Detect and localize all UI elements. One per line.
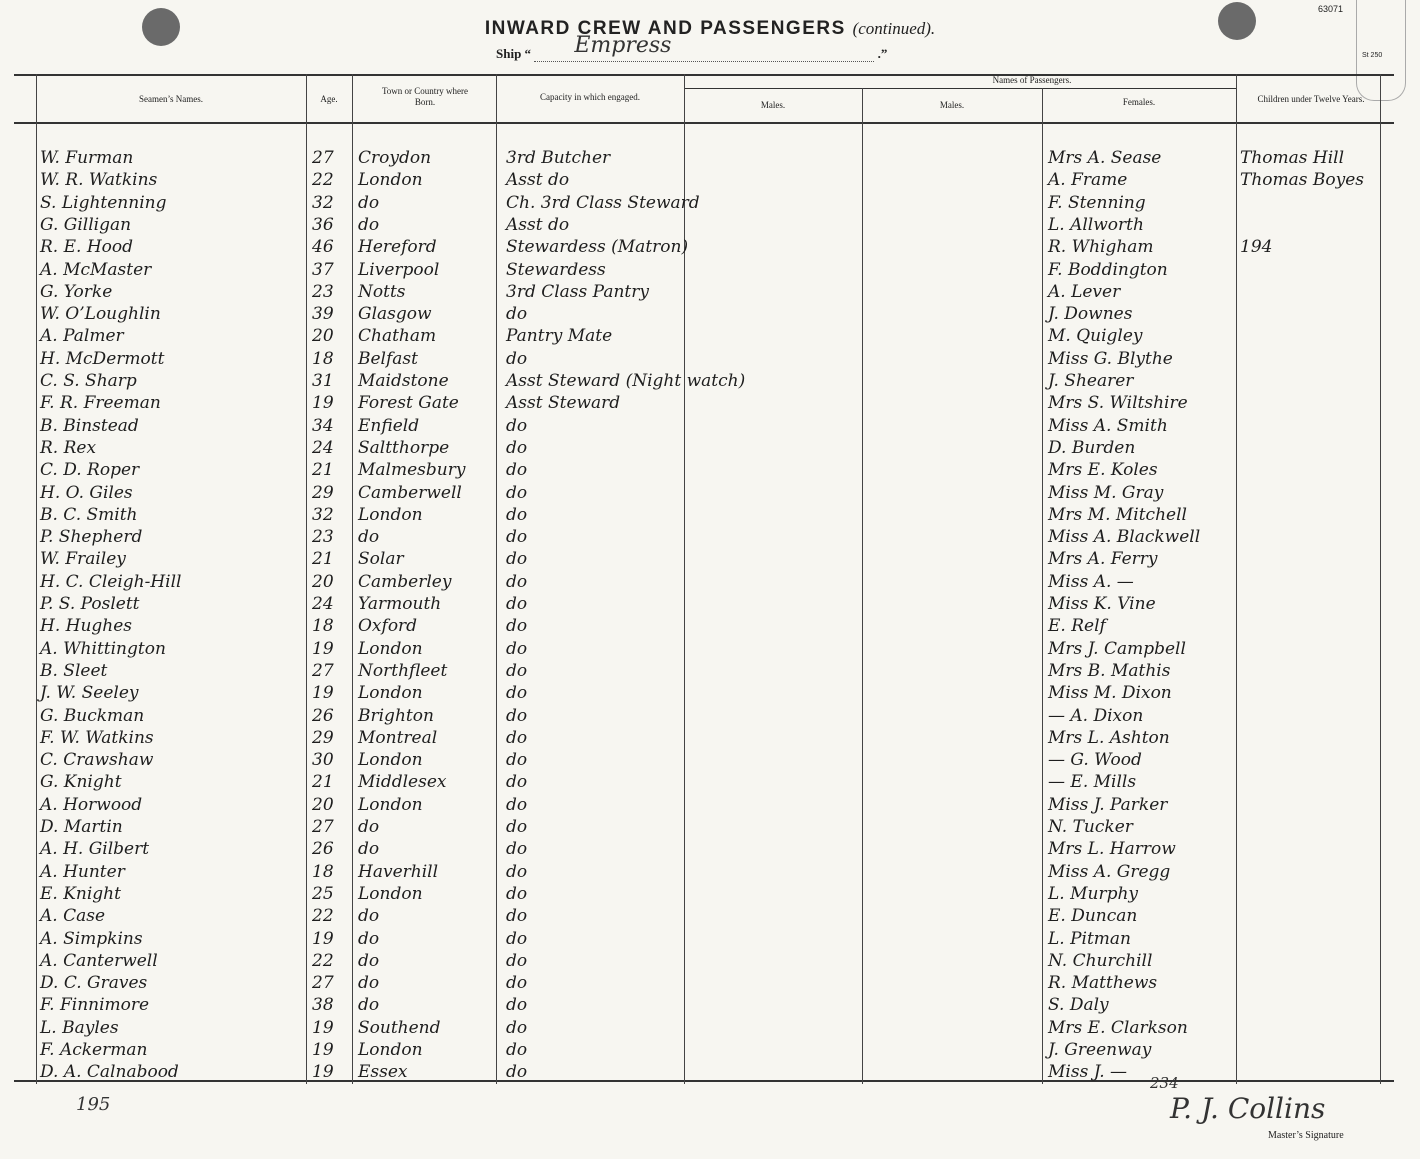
seaman-town: do bbox=[358, 906, 380, 927]
passenger-female: A. Frame bbox=[1048, 170, 1128, 191]
passenger-female: F. Stenning bbox=[1048, 192, 1146, 213]
form-number: 63071 bbox=[1318, 4, 1344, 14]
seaman-capacity: do bbox=[506, 638, 528, 659]
seaman-name: P. Shepherd bbox=[40, 527, 143, 548]
seaman-name: W. O’Loughlin bbox=[40, 304, 161, 325]
seaman-age: 19 bbox=[312, 928, 334, 949]
table-row bbox=[0, 616, 1420, 638]
seaman-age: 19 bbox=[312, 683, 334, 704]
seaman-town: London bbox=[358, 170, 423, 191]
table-row bbox=[0, 438, 1420, 460]
table-row bbox=[0, 148, 1420, 170]
seaman-capacity: Ch. 3rd Class Steward bbox=[506, 192, 700, 213]
passenger-female: Miss A. — bbox=[1048, 571, 1134, 592]
seaman-capacity: do bbox=[506, 571, 528, 592]
seaman-capacity: do bbox=[506, 817, 528, 837]
table-row bbox=[0, 639, 1420, 661]
seaman-capacity: do bbox=[506, 928, 528, 949]
seaman-age: 21 bbox=[312, 772, 334, 793]
seaman-capacity: do bbox=[506, 1062, 528, 1083]
seaman-town: London bbox=[358, 750, 423, 771]
passenger-female: N. Churchill bbox=[1048, 950, 1153, 971]
seaman-name: F. R. Freeman bbox=[40, 393, 161, 414]
seaman-age: 21 bbox=[312, 549, 334, 570]
table-row bbox=[0, 170, 1420, 192]
seaman-capacity: do bbox=[506, 750, 528, 771]
table-row bbox=[0, 416, 1420, 438]
passenger-female: Mrs J. Campbell bbox=[1048, 638, 1186, 659]
seaman-capacity: Stewardess bbox=[506, 259, 606, 280]
seaman-age: 27 bbox=[312, 660, 334, 681]
seaman-name: A. Palmer bbox=[40, 326, 124, 347]
seaman-town: Croydon bbox=[358, 148, 432, 168]
table-row bbox=[0, 393, 1420, 415]
seaman-town: Liverpool bbox=[358, 259, 440, 280]
seaman-age: 29 bbox=[312, 727, 334, 748]
passenger-female: Mrs L. Harrow bbox=[1048, 839, 1176, 860]
seaman-name: B. Sleet bbox=[40, 660, 108, 681]
form-code: St 250 bbox=[1362, 52, 1383, 59]
seaman-age: 32 bbox=[312, 504, 334, 525]
seaman-name: J. W. Seeley bbox=[40, 683, 139, 704]
seaman-name: G. Gilligan bbox=[40, 214, 132, 235]
table-row bbox=[0, 728, 1420, 750]
seaman-capacity: do bbox=[506, 794, 528, 815]
seaman-town: do bbox=[358, 973, 380, 994]
seaman-capacity: Stewardess (Matron) bbox=[506, 237, 689, 258]
seaman-name: A. Simpkins bbox=[40, 928, 143, 949]
passenger-female: D. Burden bbox=[1048, 437, 1136, 458]
ship-name-field bbox=[534, 33, 874, 62]
seaman-town: London bbox=[358, 794, 423, 815]
seaman-capacity: do bbox=[506, 995, 528, 1016]
seaman-age: 20 bbox=[312, 571, 334, 592]
table-row bbox=[0, 483, 1420, 505]
seaman-age: 22 bbox=[312, 950, 334, 971]
seaman-age: 37 bbox=[312, 259, 334, 280]
passenger-female: Miss J. Parker bbox=[1048, 794, 1168, 815]
seaman-capacity: do bbox=[506, 839, 528, 860]
passenger-female: S. Daly bbox=[1048, 995, 1109, 1016]
seaman-town: Malmesbury bbox=[358, 460, 466, 481]
seaman-name: G. Yorke bbox=[40, 281, 113, 302]
seaman-town: Forest Gate bbox=[358, 393, 459, 414]
seaman-town: London bbox=[358, 638, 423, 659]
passenger-female: Miss A. Gregg bbox=[1048, 861, 1171, 882]
seaman-town: Hereford bbox=[358, 237, 437, 258]
ship-line bbox=[496, 33, 888, 62]
seaman-name: D. C. Graves bbox=[40, 973, 148, 994]
table-row bbox=[0, 661, 1420, 683]
seaman-age: 38 bbox=[312, 995, 334, 1016]
seaman-age: 24 bbox=[312, 594, 334, 614]
seaman-town: Essex bbox=[358, 1062, 408, 1083]
header-age: Age. bbox=[320, 94, 338, 104]
passenger-female: Mrs L. Ashton bbox=[1048, 727, 1170, 748]
passenger-female: L. Allworth bbox=[1048, 214, 1144, 235]
seaman-capacity: do bbox=[506, 1017, 528, 1038]
passenger-female: J. Greenway bbox=[1048, 1040, 1152, 1060]
passenger-female: Miss M. Gray bbox=[1048, 482, 1164, 503]
passenger-female: Miss K. Vine bbox=[1048, 594, 1156, 614]
passenger-female: Miss J. — bbox=[1048, 1062, 1127, 1083]
seaman-town: do bbox=[358, 995, 380, 1016]
seaman-town: Camberley bbox=[358, 571, 452, 592]
seaman-capacity: do bbox=[506, 683, 528, 704]
page-total: 195 bbox=[76, 1094, 111, 1115]
seaman-name: G. Knight bbox=[40, 772, 122, 793]
seaman-town: do bbox=[358, 527, 380, 548]
seaman-capacity: do bbox=[506, 482, 528, 503]
seaman-age: 34 bbox=[312, 415, 334, 436]
master-signature: P. J. Collins bbox=[1170, 1092, 1326, 1125]
passenger-female: Mrs E. Koles bbox=[1048, 460, 1158, 481]
seaman-capacity: do bbox=[506, 504, 528, 525]
passenger-female: Mrs E. Clarkson bbox=[1048, 1017, 1188, 1038]
passenger-female: J. Downes bbox=[1048, 304, 1133, 325]
table-row bbox=[0, 995, 1420, 1017]
passenger-female: L. Pitman bbox=[1048, 928, 1132, 949]
header-capacity: Capacity in which engaged. bbox=[540, 92, 640, 102]
table-row bbox=[0, 706, 1420, 728]
seaman-age: 26 bbox=[312, 705, 334, 726]
table-row bbox=[0, 1040, 1420, 1062]
passenger-female: Miss A. Blackwell bbox=[1048, 527, 1201, 548]
table-row bbox=[0, 1062, 1420, 1084]
passenger-female: J. Shearer bbox=[1048, 371, 1134, 391]
seaman-age: 19 bbox=[312, 393, 334, 414]
passenger-female: E. Duncan bbox=[1048, 906, 1138, 927]
table-row bbox=[0, 951, 1420, 973]
seaman-age: 36 bbox=[312, 214, 334, 235]
table-row bbox=[0, 839, 1420, 861]
seaman-name: R. Rex bbox=[40, 437, 97, 458]
seaman-capacity: do bbox=[506, 973, 528, 994]
header-females: Females. bbox=[1122, 97, 1156, 107]
passenger-female: N. Tucker bbox=[1048, 817, 1133, 837]
table-row bbox=[0, 371, 1420, 393]
seaman-town: London bbox=[358, 504, 423, 525]
seaman-age: 19 bbox=[312, 1017, 334, 1038]
seaman-name: A. Canterwell bbox=[40, 950, 158, 971]
seaman-age: 27 bbox=[312, 973, 334, 994]
seaman-age: 18 bbox=[312, 616, 334, 637]
table-row bbox=[0, 282, 1420, 304]
passenger-female: — G. Wood bbox=[1048, 750, 1142, 771]
table-row bbox=[0, 772, 1420, 794]
seaman-capacity: do bbox=[506, 415, 528, 436]
seaman-town: do bbox=[358, 817, 380, 837]
seaman-town: Brighton bbox=[358, 705, 434, 726]
ship-label: Ship “ bbox=[496, 46, 532, 61]
seaman-name: D. Martin bbox=[40, 817, 123, 837]
seaman-town: Chatham bbox=[358, 326, 437, 347]
seaman-town: Haverhill bbox=[358, 861, 439, 882]
seaman-age: 20 bbox=[312, 794, 334, 815]
seaman-capacity: do bbox=[506, 861, 528, 882]
seaman-age: 25 bbox=[312, 883, 334, 904]
seaman-age: 18 bbox=[312, 348, 334, 369]
seaman-name: W. Furman bbox=[40, 148, 134, 168]
passenger-female: E. Relf bbox=[1048, 616, 1106, 637]
seaman-name: G. Buckman bbox=[40, 705, 145, 726]
seaman-name: A. Whittington bbox=[40, 638, 166, 659]
seaman-town: Maidstone bbox=[358, 371, 449, 391]
seaman-age: 19 bbox=[312, 1040, 334, 1060]
seaman-town: Saltthorpe bbox=[358, 437, 450, 458]
seaman-name: H. O. Giles bbox=[40, 482, 133, 503]
table-row bbox=[0, 260, 1420, 282]
seaman-town: Montreal bbox=[358, 727, 438, 748]
table-row bbox=[0, 862, 1420, 884]
seaman-name: R. E. Hood bbox=[40, 237, 134, 258]
header-town: Town or Country where Born. bbox=[381, 86, 469, 107]
seaman-town: Belfast bbox=[358, 348, 418, 369]
seaman-capacity: do bbox=[506, 772, 528, 793]
seaman-age: 30 bbox=[312, 750, 334, 771]
seaman-capacity: do bbox=[506, 594, 528, 614]
passenger-child: Thomas Hill bbox=[1240, 148, 1345, 168]
seaman-name: A. McMaster bbox=[40, 259, 152, 280]
passenger-female: L. Murphy bbox=[1048, 883, 1139, 904]
seaman-name: H. C. Cleigh-Hill bbox=[40, 571, 182, 592]
header-males-1: Males. bbox=[760, 100, 786, 110]
seaman-name: B. C. Smith bbox=[40, 504, 138, 525]
passenger-total: 234 bbox=[1150, 1074, 1179, 1092]
seaman-name: H. Hughes bbox=[40, 616, 133, 637]
seaman-name: W. Frailey bbox=[40, 549, 126, 570]
seaman-age: 32 bbox=[312, 192, 334, 213]
seaman-capacity: 3rd Butcher bbox=[506, 148, 611, 168]
header-bottom-rule bbox=[14, 122, 1394, 124]
seaman-age: 39 bbox=[312, 304, 334, 325]
seaman-town: London bbox=[358, 883, 423, 904]
seaman-age: 27 bbox=[312, 817, 334, 837]
passenger-female: Mrs S. Wiltshire bbox=[1048, 393, 1188, 414]
seaman-capacity: do bbox=[506, 437, 528, 458]
seaman-age: 26 bbox=[312, 839, 334, 860]
seaman-name: P. S. Poslett bbox=[40, 594, 140, 614]
passenger-female: R. Whigham bbox=[1048, 237, 1154, 258]
seaman-capacity: do bbox=[506, 616, 528, 637]
seaman-age: 27 bbox=[312, 148, 334, 168]
table-row bbox=[0, 505, 1420, 527]
seaman-capacity: Asst Steward (Night watch) bbox=[506, 371, 746, 391]
seaman-capacity: Pantry Mate bbox=[506, 326, 613, 347]
seaman-capacity: Asst do bbox=[506, 170, 570, 191]
passenger-female: R. Matthews bbox=[1048, 973, 1158, 994]
table-row bbox=[0, 929, 1420, 951]
seaman-capacity: Asst Steward bbox=[506, 393, 621, 414]
seaman-name: S. Lightenning bbox=[40, 192, 167, 213]
seaman-name: F. Ackerman bbox=[40, 1040, 148, 1060]
header-passengers: Names of Passengers. bbox=[992, 75, 1072, 85]
table-row bbox=[0, 906, 1420, 928]
table-row bbox=[0, 594, 1420, 616]
table-row bbox=[0, 817, 1420, 839]
seaman-capacity: do bbox=[506, 906, 528, 927]
seaman-age: 22 bbox=[312, 906, 334, 927]
seaman-capacity: do bbox=[506, 527, 528, 548]
seaman-name: C. Crawshaw bbox=[40, 750, 154, 771]
seaman-town: do bbox=[358, 928, 380, 949]
header-seamen: Seamen’s Names. bbox=[139, 94, 203, 104]
passenger-female: Mrs A. Ferry bbox=[1048, 549, 1158, 570]
table-row bbox=[0, 795, 1420, 817]
table-row bbox=[0, 572, 1420, 594]
seaman-capacity: do bbox=[506, 304, 528, 325]
seaman-capacity: do bbox=[506, 727, 528, 748]
table-row bbox=[0, 683, 1420, 705]
seaman-town: Enfield bbox=[358, 415, 420, 436]
table-row bbox=[0, 349, 1420, 371]
seaman-capacity: do bbox=[506, 883, 528, 904]
seaman-town: Northfleet bbox=[358, 660, 448, 681]
seaman-town: Middlesex bbox=[358, 772, 447, 793]
seaman-age: 23 bbox=[312, 281, 334, 302]
seaman-town: Yarmouth bbox=[358, 594, 442, 614]
seaman-town: London bbox=[358, 1040, 423, 1060]
table-row bbox=[0, 215, 1420, 237]
seaman-name: C. D. Roper bbox=[40, 460, 140, 481]
seaman-name: F. Finnimore bbox=[40, 995, 150, 1016]
seaman-town: Camberwell bbox=[358, 482, 462, 503]
seaman-capacity: do bbox=[506, 348, 528, 369]
seaman-name: E. Knight bbox=[40, 883, 121, 904]
seaman-town: do bbox=[358, 839, 380, 860]
table-row bbox=[0, 549, 1420, 571]
seaman-name: A. Case bbox=[40, 906, 106, 927]
page-title bbox=[0, 18, 1420, 40]
passenger-child: Thomas Boyes bbox=[1240, 170, 1365, 191]
seaman-age: 31 bbox=[312, 371, 334, 391]
seaman-age: 19 bbox=[312, 638, 334, 659]
seaman-capacity: do bbox=[506, 660, 528, 681]
passenger-female: Miss G. Blythe bbox=[1048, 348, 1173, 369]
seaman-capacity: do bbox=[506, 549, 528, 570]
seaman-capacity: do bbox=[506, 705, 528, 726]
seaman-name: D. A. Calnabood bbox=[40, 1062, 179, 1083]
table-row bbox=[0, 527, 1420, 549]
seaman-age: 24 bbox=[312, 437, 334, 458]
seaman-town: Notts bbox=[358, 281, 406, 302]
seaman-age: 46 bbox=[312, 237, 334, 258]
seaman-name: F. W. Watkins bbox=[40, 727, 154, 748]
seaman-age: 21 bbox=[312, 460, 334, 481]
ship-name: Empress bbox=[574, 33, 672, 58]
seaman-age: 29 bbox=[312, 482, 334, 503]
page-title-suffix: (continued). bbox=[852, 19, 936, 38]
table-row bbox=[0, 237, 1420, 259]
seaman-town: do bbox=[358, 192, 380, 213]
page-title-text: INWARD CREW AND PASSENGERS bbox=[484, 18, 846, 39]
table-row bbox=[0, 326, 1420, 348]
header-children: Children under Twelve Years. bbox=[1257, 94, 1365, 104]
seaman-name: A. Hunter bbox=[40, 861, 125, 882]
seaman-name: C. S. Sharp bbox=[40, 371, 137, 391]
passenger-female: — E. Mills bbox=[1048, 772, 1137, 793]
table-row bbox=[0, 750, 1420, 772]
table-row bbox=[0, 193, 1420, 215]
seaman-town: London bbox=[358, 683, 423, 704]
seaman-name: H. McDermott bbox=[40, 348, 165, 369]
table-row bbox=[0, 304, 1420, 326]
seaman-name: A. H. Gilbert bbox=[40, 839, 150, 860]
seaman-capacity: 3rd Class Pantry bbox=[506, 281, 649, 302]
passenger-female: — A. Dixon bbox=[1048, 705, 1144, 726]
table-row bbox=[0, 1018, 1420, 1040]
seaman-name: A. Horwood bbox=[40, 794, 143, 815]
seaman-name: W. R. Watkins bbox=[40, 170, 158, 191]
passenger-female: A. Lever bbox=[1048, 281, 1121, 302]
seaman-capacity: do bbox=[506, 950, 528, 971]
seaman-age: 18 bbox=[312, 861, 334, 882]
passenger-female: Mrs B. Mathis bbox=[1048, 660, 1171, 681]
seaman-age: 19 bbox=[312, 1062, 334, 1083]
seaman-capacity: Asst do bbox=[506, 214, 570, 235]
table-row bbox=[0, 884, 1420, 906]
seaman-town: do bbox=[358, 950, 380, 971]
passenger-female: Mrs M. Mitchell bbox=[1048, 504, 1187, 525]
seaman-town: Glasgow bbox=[358, 304, 432, 325]
seaman-town: Oxford bbox=[358, 616, 418, 637]
passenger-subheader-rule bbox=[684, 88, 1236, 89]
header-males-2: Males. bbox=[939, 100, 965, 110]
ship-close: .” bbox=[877, 46, 888, 61]
seaman-age: 23 bbox=[312, 527, 334, 548]
passenger-female: Miss A. Smith bbox=[1048, 415, 1168, 436]
passenger-female: Mrs A. Sease bbox=[1048, 148, 1162, 168]
seaman-age: 20 bbox=[312, 326, 334, 347]
table-row bbox=[0, 460, 1420, 482]
passenger-child: 194 bbox=[1240, 237, 1273, 258]
seaman-town: Southend bbox=[358, 1017, 441, 1038]
seaman-capacity: do bbox=[506, 460, 528, 481]
seaman-name: L. Bayles bbox=[40, 1017, 119, 1038]
seaman-town: Solar bbox=[358, 549, 404, 570]
table-row bbox=[0, 973, 1420, 995]
passenger-female: F. Boddington bbox=[1048, 259, 1168, 280]
seaman-name: B. Binstead bbox=[40, 415, 139, 436]
seaman-capacity: do bbox=[506, 1040, 528, 1060]
seaman-town: do bbox=[358, 214, 380, 235]
passenger-female: M. Quigley bbox=[1048, 326, 1143, 347]
seaman-age: 22 bbox=[312, 170, 334, 191]
master-signature-label: Master’s Signature bbox=[1268, 1130, 1344, 1141]
passenger-female: Miss M. Dixon bbox=[1048, 683, 1172, 704]
